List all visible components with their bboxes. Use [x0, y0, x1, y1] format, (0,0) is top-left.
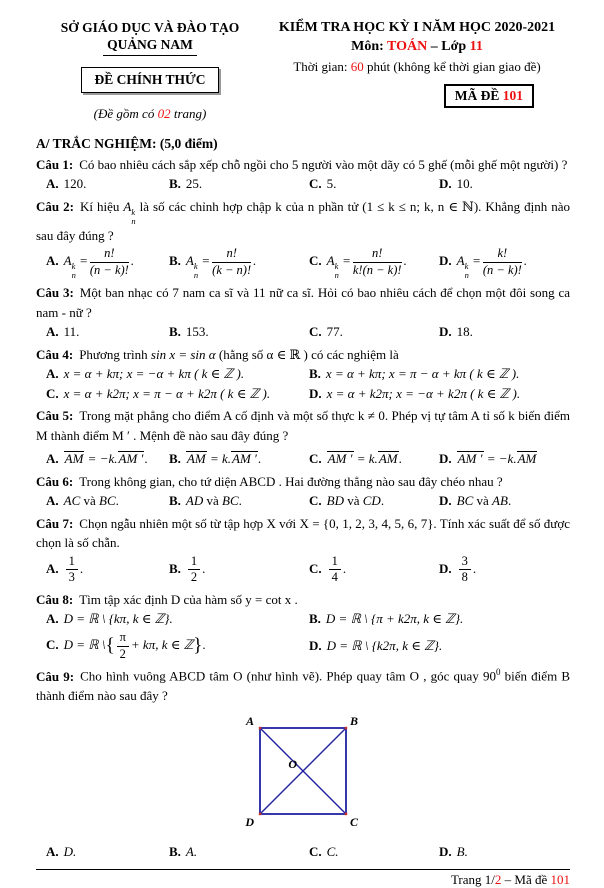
- grade-number: 11: [469, 39, 483, 54]
- q8-text: Tìm tập xác định D của hàm số y = cot x .: [79, 591, 298, 607]
- question-4: Câu 4: Phương trình sin x = sin α (hằng số α ∈ ℝ ) có các nghiệm là A. x = α + kπ; x = −α + kπ ( k ∈ ℤ ). B. x = α + kπ; x = π − α + kπ ( k ∈ ℤ ). C. x = α + k2π; x = π − α + k2π ( k ∈ ℤ ). D. x = α + k2π; x = −α + k2π ( k ∈ ℤ ).: [36, 345, 570, 404]
- question-6: [36, 472, 570, 511]
- q7-option-c: C. $\frac{1}{4}$ .: [309, 553, 347, 585]
- q5-text: Trong mặt phẳng cho điểm A cố định và một số thực k ≠ 0. Phép vị tự tâm A tỉ số k biến điểm M thành điểm M ′ . Mệnh đề nào sau đây đúng ?: [36, 408, 570, 443]
- q5-option-a: A. AM = −k.AM ′.: [46, 451, 148, 467]
- q2-option-a: A. A k n = $\frac{n!}{(n - k)!}$ .: [46, 246, 135, 281]
- footer-page-info: Trang 1/2 – Mã đề 101: [450, 872, 570, 887]
- q4-option-d: D. x = α + k2π; x = −α + k2π ( k ∈ ℤ ).: [309, 385, 521, 401]
- question-3: [36, 283, 570, 342]
- header-right: [264, 20, 570, 122]
- center-label-o: O: [288, 756, 297, 771]
- vertex-label-c: C: [350, 814, 359, 829]
- q2-options: [46, 245, 570, 280]
- q8-option-b: B. D = ℝ \ {π + k2π, k ∈ ℤ}.: [309, 611, 464, 627]
- q2-label: Câu 2:: [36, 198, 74, 214]
- q5-option-c: C. AM ′ = k.AM.: [309, 451, 402, 467]
- q5-label: Câu 5:: [36, 408, 74, 424]
- q8-label: Câu 8:: [36, 591, 74, 607]
- vertex-label-d: D: [245, 814, 254, 829]
- q3-options: [46, 322, 570, 342]
- q9-option-b: B. A.: [169, 843, 198, 859]
- question-5: [36, 406, 570, 469]
- question-9: Câu 9: Cho hình vuông ABCD tâm O (như hình vẽ). Phép quay tâm O , góc quay $90^0$ biến điểm B thành điểm nào sau đây ? A B C D O A. D. B. A. C. C. D. B.: [36, 666, 570, 861]
- q7-options: [46, 553, 570, 587]
- exam-code-wrap: [264, 84, 570, 108]
- department-name: SỞ GIÁO DỤC VÀ ĐÀO TẠO: [60, 20, 240, 35]
- square-figure: [236, 714, 570, 838]
- q4-option-c: C. x = α + k2π; x = π − α + k2π ( k ∈ ℤ ).: [46, 385, 271, 401]
- q9-option-c: C. C.: [309, 843, 339, 859]
- footer-exam-code: 101: [550, 872, 570, 887]
- subject-name: TOÁN: [387, 39, 428, 54]
- question-1: [36, 155, 570, 194]
- q4-options-row1: [46, 364, 570, 384]
- header-left: [36, 20, 264, 122]
- exam-title: KIỂM TRA HỌC KỲ I NĂM HỌC 2020-2021: [278, 20, 556, 35]
- q9-options: [46, 842, 570, 862]
- official-exam-box: ĐỀ CHÍNH THỨC: [81, 67, 218, 93]
- subject-line: Môn: TOÁN – Lớp 11: [351, 39, 483, 54]
- q3-option-b: B. 153.: [169, 324, 209, 340]
- q1-option-c: C. 5.: [309, 176, 337, 192]
- q5-option-d: D. AM ′ = −k.AM: [439, 451, 537, 467]
- q2-text: là số các chỉnh hợp chập k của n phần tử (1 ≤ k ≤ n; k, n ∈ ℕ). Khẳng định nào sau đây đúng ?: [36, 198, 571, 243]
- question-2: Câu 2: Kí hiệu A k n là số các chỉnh hợp chập k của n phần tử (1 ≤ k ≤ n; k, n ∈ ℕ). Khẳng định nào sau đây đúng ? A. A k n = $\frac{n!}{(n - k)!}$ . B. A k n = $\frac{n!}{(k - n)!}$ . C. A k n = $\frac{n!}{k!(n - k)!}$ . D. A k n = $\frac{k!}{(n - k)!}$ .: [36, 198, 571, 281]
- q4-equation: sin x = sin α: [150, 346, 216, 362]
- q9-label: Câu 9:: [36, 668, 75, 684]
- q7-option-b: B. $\frac{1}{2}$ .: [169, 553, 206, 585]
- q3-label: Câu 3:: [36, 285, 74, 301]
- q4-options-row2: [46, 384, 570, 404]
- footer-page-number: 2: [494, 872, 502, 887]
- q7-option-a: A. $\frac{1}{3}$ .: [46, 553, 84, 585]
- q1-text: Có bao nhiêu cách sắp xếp chỗ ngồi cho 5 người vào một dãy có 5 ghế (mỗi ghế một người) ?: [79, 156, 568, 172]
- q8-options-row1: [46, 609, 570, 629]
- q7-option-d: D. $\frac{3}{8}$ .: [439, 553, 477, 585]
- corner-dot-d: [259, 812, 262, 815]
- q2-option-d: D. A k n = $\frac{k!}{(n - k)!}$ .: [439, 246, 528, 281]
- q1-option-b: B. 25.: [169, 176, 203, 192]
- q6-label: Câu 6:: [36, 473, 74, 489]
- q7-text: Chọn ngẫu nhiên một số từ tập hợp X với X = {0, 1, 2, 3, 4, 5, 6, 7}. Tính xác suất để số được chọn là số chẵn.: [36, 515, 570, 551]
- q6-option-c: C. BD và CD.: [309, 493, 385, 509]
- q8-options-row2: [46, 629, 570, 663]
- q6-option-b: B. AD và BC.: [169, 493, 242, 509]
- q9-text: biến điểm B thành điểm nào sau đây ?: [36, 668, 571, 703]
- q8-option-c: C. D = ℝ \{ $\frac{\pi}{2}$ + kπ, k ∈ ℤ}.: [46, 629, 206, 661]
- exam-code-box: MÃ ĐỀ 101: [444, 84, 534, 108]
- exam-code-value: 101: [502, 88, 523, 103]
- square-abcd-diagram: [236, 714, 370, 834]
- q1-label: Câu 1:: [36, 156, 74, 172]
- q3-option-a: A. 11.: [46, 324, 80, 340]
- footer-divider: [36, 869, 570, 870]
- q1-option-d: D. 10.: [439, 176, 473, 192]
- header: [36, 20, 570, 122]
- pages-note: (Đề gồm có 02 trang): [93, 105, 207, 121]
- pages-count: 02: [157, 105, 171, 121]
- q4-label: Câu 4:: [36, 346, 74, 362]
- question-8: [36, 590, 570, 663]
- q8-option-d: D. D = ℝ \ {k2π, k ∈ ℤ}.: [309, 638, 443, 654]
- section-heading: A/ TRẮC NGHIỆM: (5,0 điểm): [36, 135, 218, 151]
- corner-dot-b: [345, 726, 348, 729]
- q9-option-d: D. B.: [439, 843, 468, 859]
- q1-options: [46, 174, 570, 194]
- q6-options: [46, 491, 570, 511]
- question-7: [36, 514, 570, 587]
- corner-dot-c: [345, 812, 348, 815]
- q6-option-a: A. AC và BC.: [46, 493, 119, 509]
- q9-degree-sup: 0: [495, 667, 501, 678]
- q4-option-a: A. x = α + kπ; x = −α + kπ ( k ∈ ℤ ).: [46, 366, 245, 382]
- vertex-label-b: B: [350, 713, 359, 728]
- q2-option-b: B. A k n = $\frac{n!}{(k - n)!}$ .: [169, 246, 257, 281]
- q2-option-c: C. A k n = $\frac{n!}{k!(n - k)!}$ .: [309, 246, 407, 281]
- province-name: QUẢNG NAM: [103, 37, 197, 56]
- q3-option-d: D. 18.: [439, 324, 473, 340]
- q4-text: (hằng số α ∈ ℝ ) có các nghiệm là: [218, 346, 399, 362]
- q1-option-a: A. 120.: [46, 176, 87, 192]
- q2-permutation-symbol: A k n: [123, 198, 136, 226]
- vertex-label-a: A: [245, 713, 254, 728]
- q6-option-d: D. BC và AB.: [439, 493, 512, 509]
- time-minutes: 60: [350, 59, 364, 74]
- q5-options: [46, 449, 570, 469]
- q8-option-a: A. D = ℝ \ {kπ, k ∈ ℤ}.: [46, 611, 173, 627]
- q9-option-a: A. D.: [46, 843, 77, 859]
- q3-option-c: C. 77.: [309, 324, 343, 340]
- q4-option-b: B. x = α + kπ; x = π − α + kπ ( k ∈ ℤ ).: [309, 366, 520, 382]
- q5-option-b: B. AM = k.AM ′.: [169, 451, 262, 467]
- q6-text: Trong không gian, cho tứ diện ABCD . Hai đường thẳng nào sau đây chéo nhau ?: [79, 473, 503, 489]
- corner-dot-a: [259, 726, 262, 729]
- time-line: Thời gian: 60 phút (không kể thời gian giao đề): [293, 59, 541, 74]
- q3-text: Một ban nhạc có 7 nam ca sĩ và 11 nữ ca sĩ. Hỏi có bao nhiêu cách để chọn một đôi song ca nam - nữ ?: [36, 285, 570, 320]
- q7-label: Câu 7:: [36, 515, 74, 531]
